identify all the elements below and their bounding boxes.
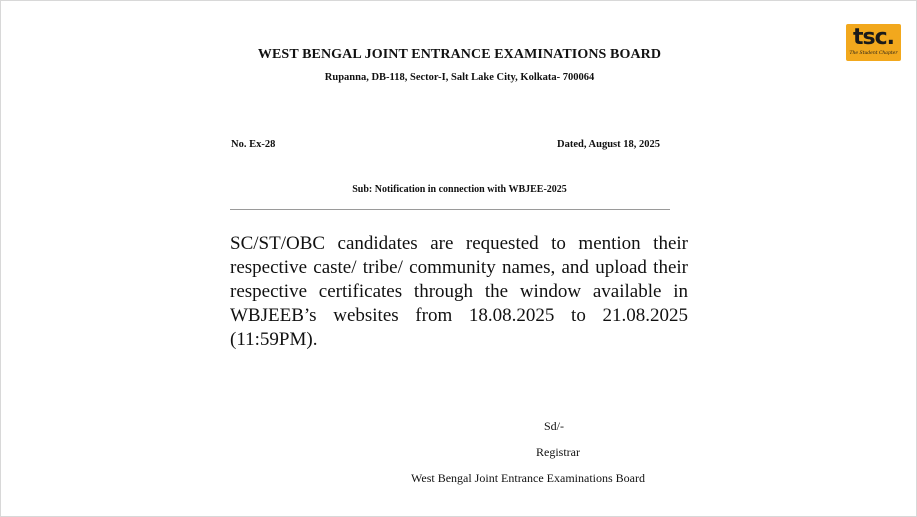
subject-line: Sub: Notification in connection with WBJEE-2025: [352, 184, 567, 195]
subject-divider: [230, 209, 670, 210]
notice-body: SC/ST/OBC candidates are requested to mention their respective caste/ tribe/ community names, and upload their respective certificates through the window available in WBJEEB’s websites from 18.08.2025 to 21.08.2025 (11:59PM).: [230, 233, 688, 350]
signatory-organisation: West Bengal Joint Entrance Examinations Board: [411, 471, 645, 485]
board-address: Rupanna, DB-118, Sector-I, Salt Lake City, Kolkata- 700064: [324, 72, 595, 83]
reference-number: No. Ex-28: [231, 139, 276, 150]
signature-mark: Sd/-: [544, 419, 565, 433]
tsc-logo: [846, 24, 901, 61]
signatory-designation: Registrar: [536, 445, 580, 459]
logo-text: tsc.: [852, 25, 894, 50]
logo-tagline: The Student Chapter: [849, 51, 898, 56]
board-title: WEST BENGAL JOINT ENTRANCE EXAMINATIONS BOARD: [257, 47, 662, 62]
notice-date: Dated, August 18, 2025: [557, 139, 660, 150]
